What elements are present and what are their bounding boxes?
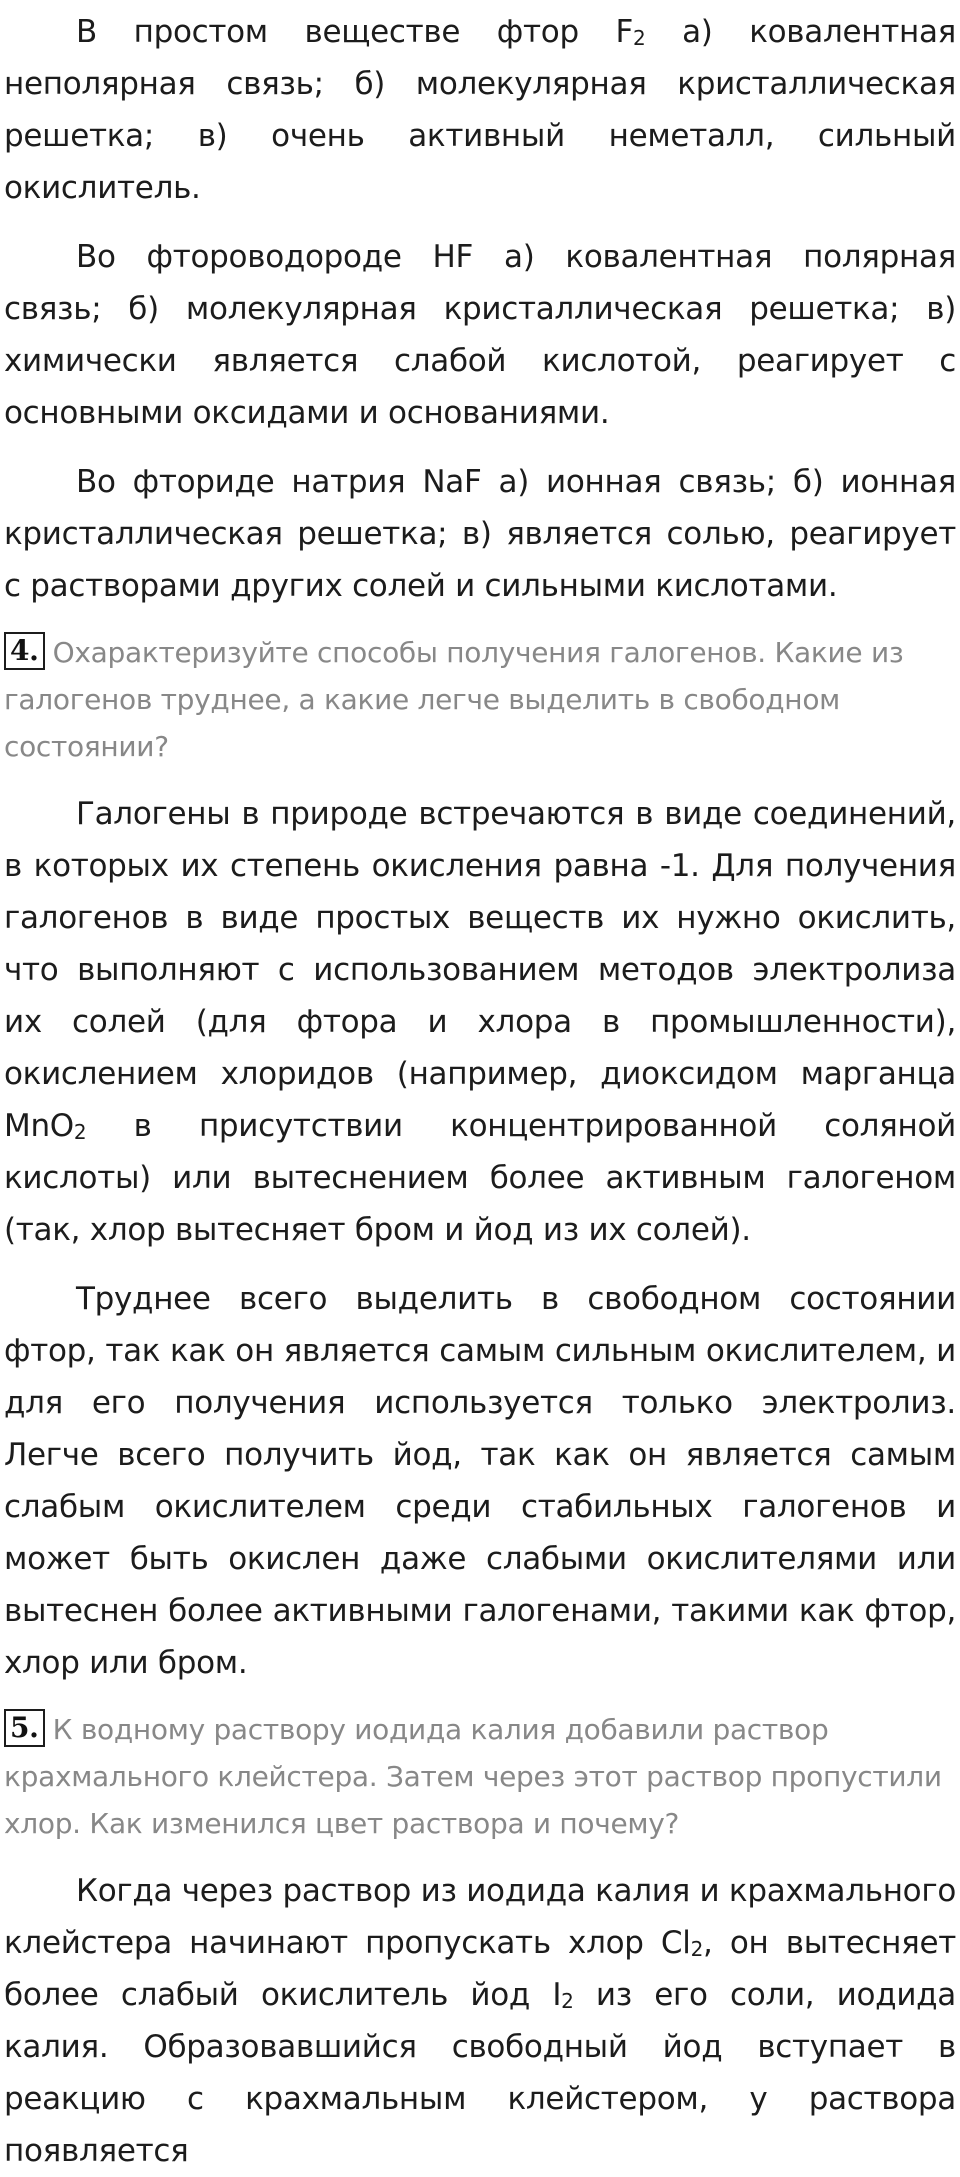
text-segment: Галогены в природе встречаются в виде соединений, в которых их степень окисления равна -1. Для получения галогенов в виде простых веществ их нужно окислить, что выполняют с использованием методов электролиза их солей (для фтора и хлора в промышленности), окислением хлоридов (например, диоксидом марганца MnO — [4, 796, 956, 1144]
question-number-4: 4. — [4, 632, 45, 670]
question-text-4: Охарактеризуйте способы получения галогенов. Какие из галогенов труднее, а какие легче выделить в свободном состоянии? — [4, 636, 904, 763]
question-text-5: К водному раствору иодида калия добавили раствор крахмального клейстера. Затем через этот раствор пропустили хлор. Как изменился цвет раствора и почему? — [4, 1713, 942, 1840]
text-segment: в присутствии концентрированной соляной кислоты) или вытеснением более активным галогеном (так, хлор вытесняет бром и йод из их солей). — [4, 1108, 956, 1248]
subscript: 2 — [633, 26, 646, 50]
subscript: 2 — [561, 1989, 574, 2013]
question-4 — [4, 629, 956, 770]
paragraph-iodide-starch — [4, 1865, 956, 2177]
text-segment: В простом веществе фтор F — [76, 14, 633, 50]
paragraph-fluorine — [4, 6, 956, 214]
paragraph-halogen-production — [4, 788, 956, 1256]
text-segment: , он вытесняет более слабый окислитель йод I — [4, 1925, 956, 2013]
subscript: 2 — [690, 1937, 704, 1961]
paragraph-hydrogen-fluoride: Во фтороводороде HF а) ковалентная полярная связь; б) молекулярная кристаллическая решетка; в) химически является слабой кислотой, реагирует с основными оксидами и основаниями. — [4, 239, 956, 431]
question-5 — [4, 1706, 956, 1847]
text-segment: Когда через раствор из иодида калия и крахмального клейстера начинают пропускать хлор Cl — [4, 1873, 956, 1961]
text-segment: а) ковалентная неполярная связь; б) молекулярная кристаллическая решетка; в) очень активный неметалл, сильный окислитель. — [4, 14, 956, 206]
question-number-5: 5. — [4, 1709, 45, 1747]
paragraph-fluorine-iodine: Труднее всего выделить в свободном состоянии фтор, так как он является самым сильным окислителем, и для его получения используется только электролиз. Легче всего получить йод, так как он является самым слабым окислителем среди стабильных галогенов и может быть окислен даже слабыми окислителями или вытеснен более активными галогенами, такими как фтор, хлор или бром. — [4, 1281, 956, 1681]
subscript: 2 — [73, 1120, 87, 1144]
paragraph-sodium-fluoride: Во фториде натрия NaF а) ионная связь; б) ионная кристаллическая решетка; в) является солью, реагирует с растворами других солей и сильными кислотами. — [4, 464, 956, 604]
text-segment: из его соли, иодида калия. Образовавшийся свободный йод вступает в реакцию с крахмальным клейстером, у раствора появляется — [4, 1977, 956, 2169]
